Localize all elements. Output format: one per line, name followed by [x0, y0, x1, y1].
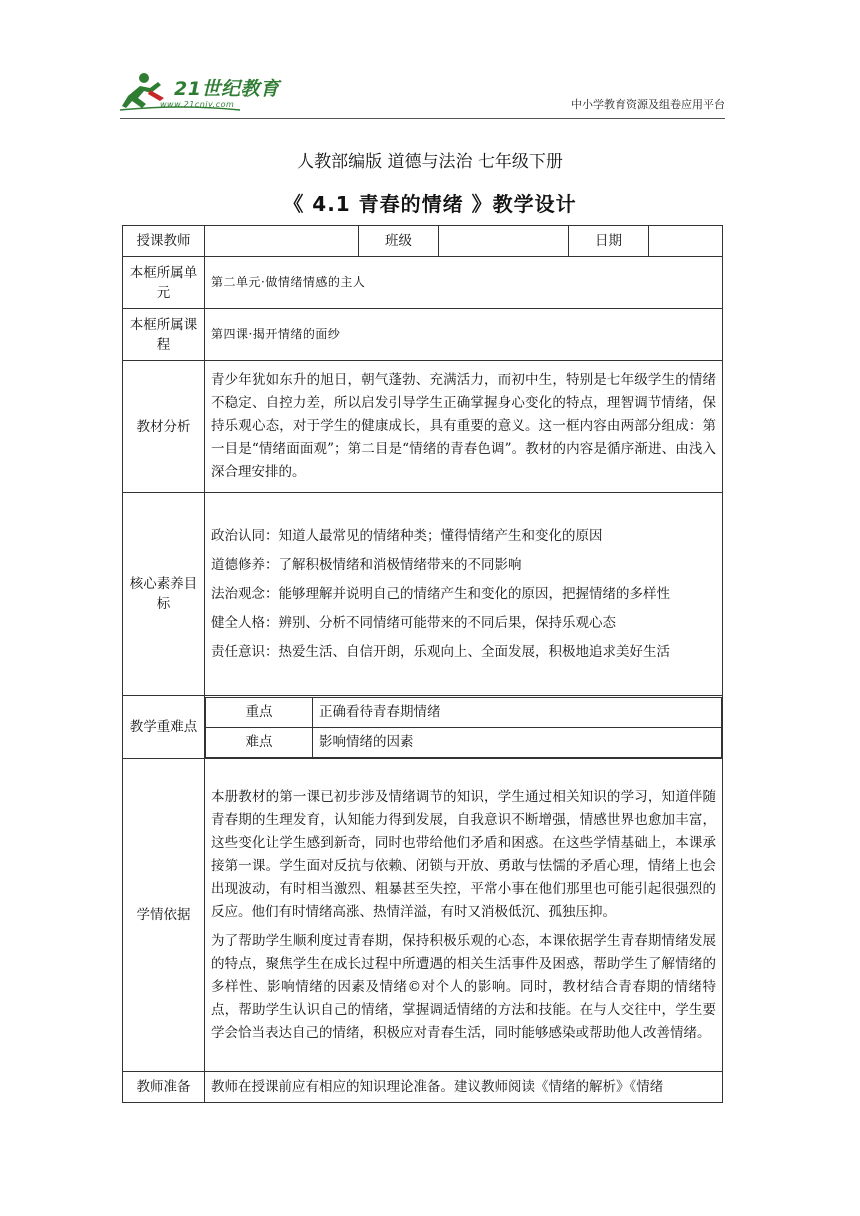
- table-row: [123, 493, 723, 696]
- prep-text: 教师在授课前应有相应的知识理论准备。建议教师阅读《情绪的解析》《情绪: [205, 1072, 723, 1103]
- goal-item: 责任意识：热爱生活、自信开朗，乐观向上、全面发展，积极地追求美好生活: [211, 643, 670, 660]
- goal-item: 政治认同：知道人最常见的情绪种类；懂得情绪产生和变化的原因: [211, 527, 603, 544]
- key-subtable: [205, 697, 722, 758]
- doc-title: 《 4.1 青春的情绪 》教学设计: [283, 192, 577, 216]
- logo-url: www.21cnjy.com: [160, 100, 235, 109]
- key-point-label: 重点: [206, 697, 313, 727]
- goal-item: 道德修养：了解积极情绪和消极情绪带来的不同影响: [211, 556, 522, 573]
- key-label: 教学重难点: [123, 696, 205, 759]
- course-label: 本框所属课程: [123, 309, 205, 361]
- table-row: [123, 257, 723, 309]
- course-value: 第四课·揭开情绪的面纱: [205, 309, 723, 361]
- analysis-label: 教材分析: [123, 361, 205, 493]
- class-value: [439, 226, 569, 257]
- table-row: [123, 309, 723, 361]
- doc-subtitle: 人教部编版 道德与法治 七年级下册: [297, 152, 563, 172]
- header-divider: [120, 118, 725, 119]
- unit-value: 第二单元·做情绪情感的主人: [205, 257, 723, 309]
- table-row: [123, 759, 723, 1072]
- platform-name: 中小学教育资源及组卷应用平台: [571, 98, 725, 111]
- table-row: [123, 226, 723, 257]
- date-value: [649, 226, 723, 257]
- basis-paragraph: 为了帮助学生顺利度过青春期，保持积极乐观的心态，本课依据学生青春期情绪发展的特点，聚焦学生在成长过程中所遭遇的相关生活事件及困惑，帮助学生了解情绪的多样性、影响情绪的因素及情绪©对个人的影响。同时，教材结合青春期的情绪特点，帮助学生认识自己的情绪，掌握调适情绪的方法和技能。在与人交往中，学生要学会恰当表达自己的情绪，积极应对青春生活，同时能够感染或帮助他人改善情绪。: [211, 932, 716, 1041]
- difficulty-value: 影响情绪的因素: [313, 727, 722, 757]
- basis-text: [205, 759, 723, 1072]
- lesson-plan-table: [122, 225, 723, 1103]
- page-header: [120, 66, 725, 118]
- teacher-value: [205, 226, 359, 257]
- class-label: 班级: [359, 226, 439, 257]
- prep-label: 教师准备: [123, 1072, 205, 1103]
- core-label: 核心素养目标: [123, 493, 205, 696]
- goal-item: 健全人格：辨别、分析不同情绪可能带来的不同后果，保持乐观心态: [211, 614, 616, 631]
- core-goals: [205, 493, 723, 696]
- key-cell: [205, 696, 723, 759]
- goal-item: 法治观念：能够理解并说明自己的情绪产生和变化的原因，把握情绪的多样性: [211, 585, 670, 602]
- difficulty-label: 难点: [206, 727, 313, 757]
- basis-paragraph: 本册教材的第一课已初步涉及情绪调节的知识，学生通过相关知识的学习，知道伴随青春期的生理发育，认知能力得到发展，自我意识不断增强，情感世界也愈加丰富，这些变化让学生感到新奇，同时也带给他们矛盾和困惑。在这些学情基础上，本课承接第一课。学生面对反抗与依赖、闭锁与开放、勇敢与怯懦的矛盾心理，情绪上也会出现波动，有时相当激烈、粗暴甚至失控，平常小事在他们那里也可能引起很强烈的反应。他们有时情绪高涨、热情洋溢，有时又消极低沉、孤独压抑。: [211, 788, 716, 920]
- table-row: [123, 1072, 723, 1103]
- logo-text: 21世纪教育: [174, 78, 280, 100]
- teacher-label: 授课教师: [123, 226, 205, 257]
- table-row: [123, 696, 723, 759]
- unit-label: 本框所属单元: [123, 257, 205, 309]
- analysis-text: 青少年犹如东升的旭日，朝气蓬勃、充满活力，而初中生，特别是七年级学生的情绪不稳定、自控力差，所以启发引导学生正确掌握身心变化的特点，理智调节情绪，保持乐观心态，对于学生的健康成长，具有重要的意义。这一框内容由两部分组成：第一目是“情绪面面观”；第二目是“情绪的青春色调”。教材的内容是循序渐进、由浅入深合理安排的。: [205, 361, 723, 493]
- key-point-value: 正确看待青春期情绪: [313, 697, 722, 727]
- table-row: [123, 361, 723, 493]
- basis-label: 学情依据: [123, 759, 205, 1072]
- date-label: 日期: [569, 226, 649, 257]
